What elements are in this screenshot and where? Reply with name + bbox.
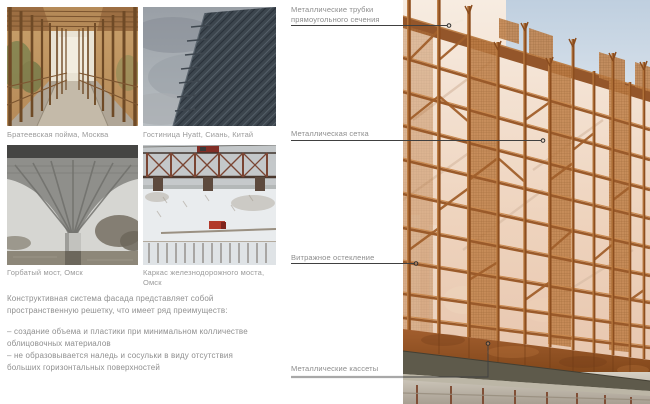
reference-photo-gorbaty-bridge xyxy=(7,145,138,265)
callout-label-cassettes: Металлические кассеты xyxy=(291,364,379,373)
reference-photo-hyatt xyxy=(143,7,276,126)
facade-photo-illustration xyxy=(403,0,650,404)
photo-caption-gorbaty: Горбатый мост, Омск xyxy=(7,268,83,277)
callout-label-metal-tubes: Металлические трубки прямоугольного сечения xyxy=(291,5,380,24)
bridge-underside-illustration xyxy=(7,145,138,265)
callout-label-metal-mesh: Металлическая сетка xyxy=(291,129,369,138)
reference-photo-brateevskaya xyxy=(7,7,138,126)
description-block xyxy=(7,293,261,374)
photo-caption-brateevskaya: Братеевская пойма, Москва xyxy=(7,130,109,139)
pergola-photo-illustration xyxy=(7,7,138,126)
photo-caption-hyatt: Гостиница Hyatt, Сиань, Китай xyxy=(143,130,254,139)
description-bullet-2: – не образовывается наледь и сосульки в виду отсутствия больших горизонтальных поверхностей xyxy=(7,351,233,372)
reference-photo-railway-bridge xyxy=(143,145,276,265)
description-intro: Конструктивная система фасада представляет собой пространственную решетку, что имеет ряд преимуществ: xyxy=(7,294,228,315)
facade-photo xyxy=(403,0,650,404)
description-bullet-1: – создание объема и пластики при минимальном колличестве облицовочных материалов xyxy=(7,327,248,348)
callout-label-glazing: Витражное остекление xyxy=(291,253,375,262)
photo-caption-railway: Каркас железнодорожного моста, Омск xyxy=(143,268,265,287)
lattice-photo-illustration xyxy=(143,7,276,126)
railway-bridge-illustration xyxy=(143,145,276,265)
